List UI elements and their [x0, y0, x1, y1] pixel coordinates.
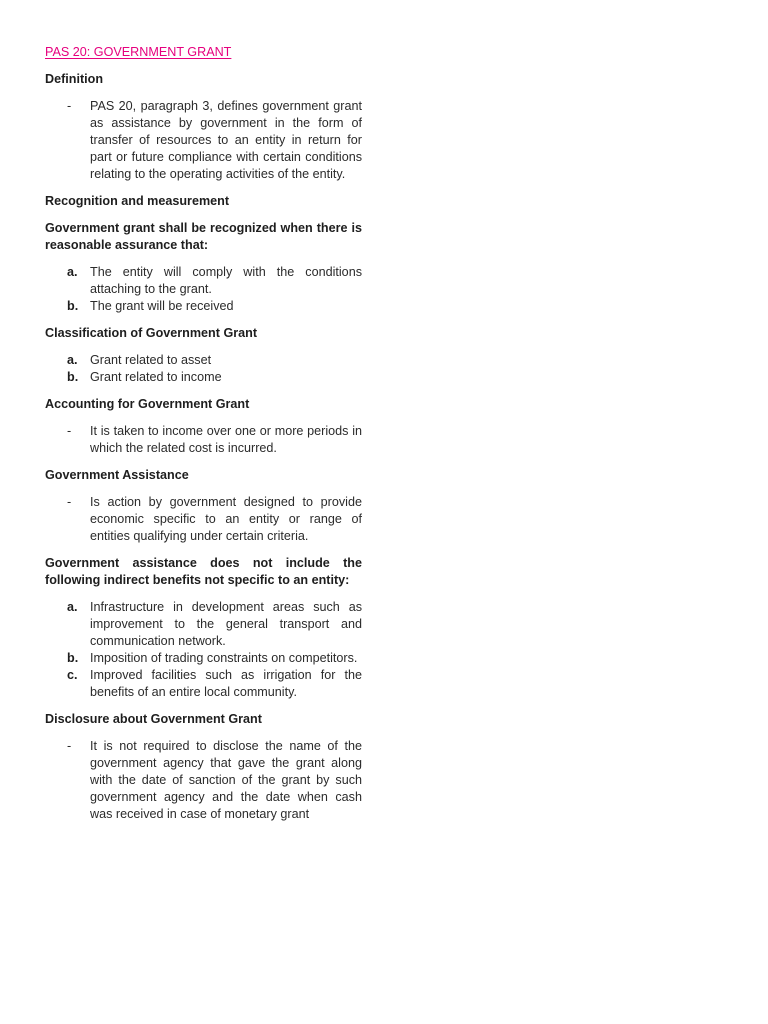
- list-item-text: Grant related to income: [90, 370, 222, 384]
- list-item: [45, 738, 362, 823]
- list-item-text: Infrastructure in development areas such as improvement to the general transport and communication network.: [90, 600, 362, 648]
- section-heading-accounting: Accounting for Government Grant: [45, 397, 250, 411]
- list-item: [45, 599, 362, 650]
- list-marker: b.: [67, 651, 79, 665]
- list-marker: b.: [67, 370, 79, 384]
- list-item: [45, 352, 362, 369]
- list-item-text: Improved facilities such as irrigation for the benefits of an entire local community.: [90, 668, 362, 699]
- list-marker: a.: [67, 353, 78, 367]
- list-item: [45, 494, 362, 545]
- list-marker: a.: [67, 265, 78, 279]
- recognition-list: [45, 264, 362, 315]
- section-heading-recognition: Recognition and measurement: [45, 194, 230, 208]
- list-item-text: Grant related to asset: [90, 353, 212, 367]
- dash-marker: -: [67, 424, 72, 438]
- list-marker: a.: [67, 600, 78, 614]
- indirect-benefits-list: [45, 599, 362, 701]
- assistance-list: [45, 494, 362, 545]
- accounting-list: [45, 423, 362, 457]
- document-title: PAS 20: GOVERNMENT GRANT: [45, 45, 232, 59]
- list-item: [45, 650, 362, 667]
- document-body: [45, 44, 362, 833]
- list-item: [45, 98, 362, 183]
- recognition-lead: Government grant shall be recognized when there is reasonable assurance that:: [45, 221, 362, 252]
- definition-list: [45, 98, 362, 183]
- dash-marker: -: [67, 495, 72, 509]
- list-item: [45, 298, 362, 315]
- section-heading-assistance: Government Assistance: [45, 468, 189, 482]
- list-marker: b.: [67, 299, 79, 313]
- section-heading-classification: Classification of Government Grant: [45, 326, 258, 340]
- list-item-text: It is not required to disclose the name of the government agency that gave the grant along with the date of sanction of the grant by such government agency and the date when cash was received in case of monetary grant: [90, 739, 362, 821]
- disclosure-list: [45, 738, 362, 823]
- assistance-lead: Government assistance does not include the following indirect benefits not specific to an entity:: [45, 556, 362, 587]
- list-item-text: Imposition of trading constraints on competitors.: [90, 651, 358, 665]
- list-item-text: Is action by government designed to provide economic specific to an entity or range of entities qualifying under certain criteria.: [90, 495, 362, 543]
- list-marker: c.: [67, 668, 78, 682]
- list-item-text: It is taken to income over one or more periods in which the related cost is incurred.: [90, 424, 362, 455]
- classification-list: [45, 352, 362, 386]
- dash-marker: -: [67, 739, 72, 753]
- list-item: [45, 264, 362, 298]
- list-item: [45, 369, 362, 386]
- dash-marker: -: [67, 99, 72, 113]
- list-item: [45, 423, 362, 457]
- list-item-text: The grant will be received: [90, 299, 234, 313]
- list-item-text: The entity will comply with the conditions attaching to the grant.: [90, 265, 362, 296]
- list-item: [45, 667, 362, 701]
- section-heading-definition: Definition: [45, 72, 104, 86]
- list-item-text: PAS 20, paragraph 3, defines government grant as assistance by government in the form of transfer of resources to an entity in return for part or future compliance with certain conditions relating to the operating activities of the entity.: [90, 99, 362, 181]
- section-heading-disclosure: Disclosure about Government Grant: [45, 712, 262, 726]
